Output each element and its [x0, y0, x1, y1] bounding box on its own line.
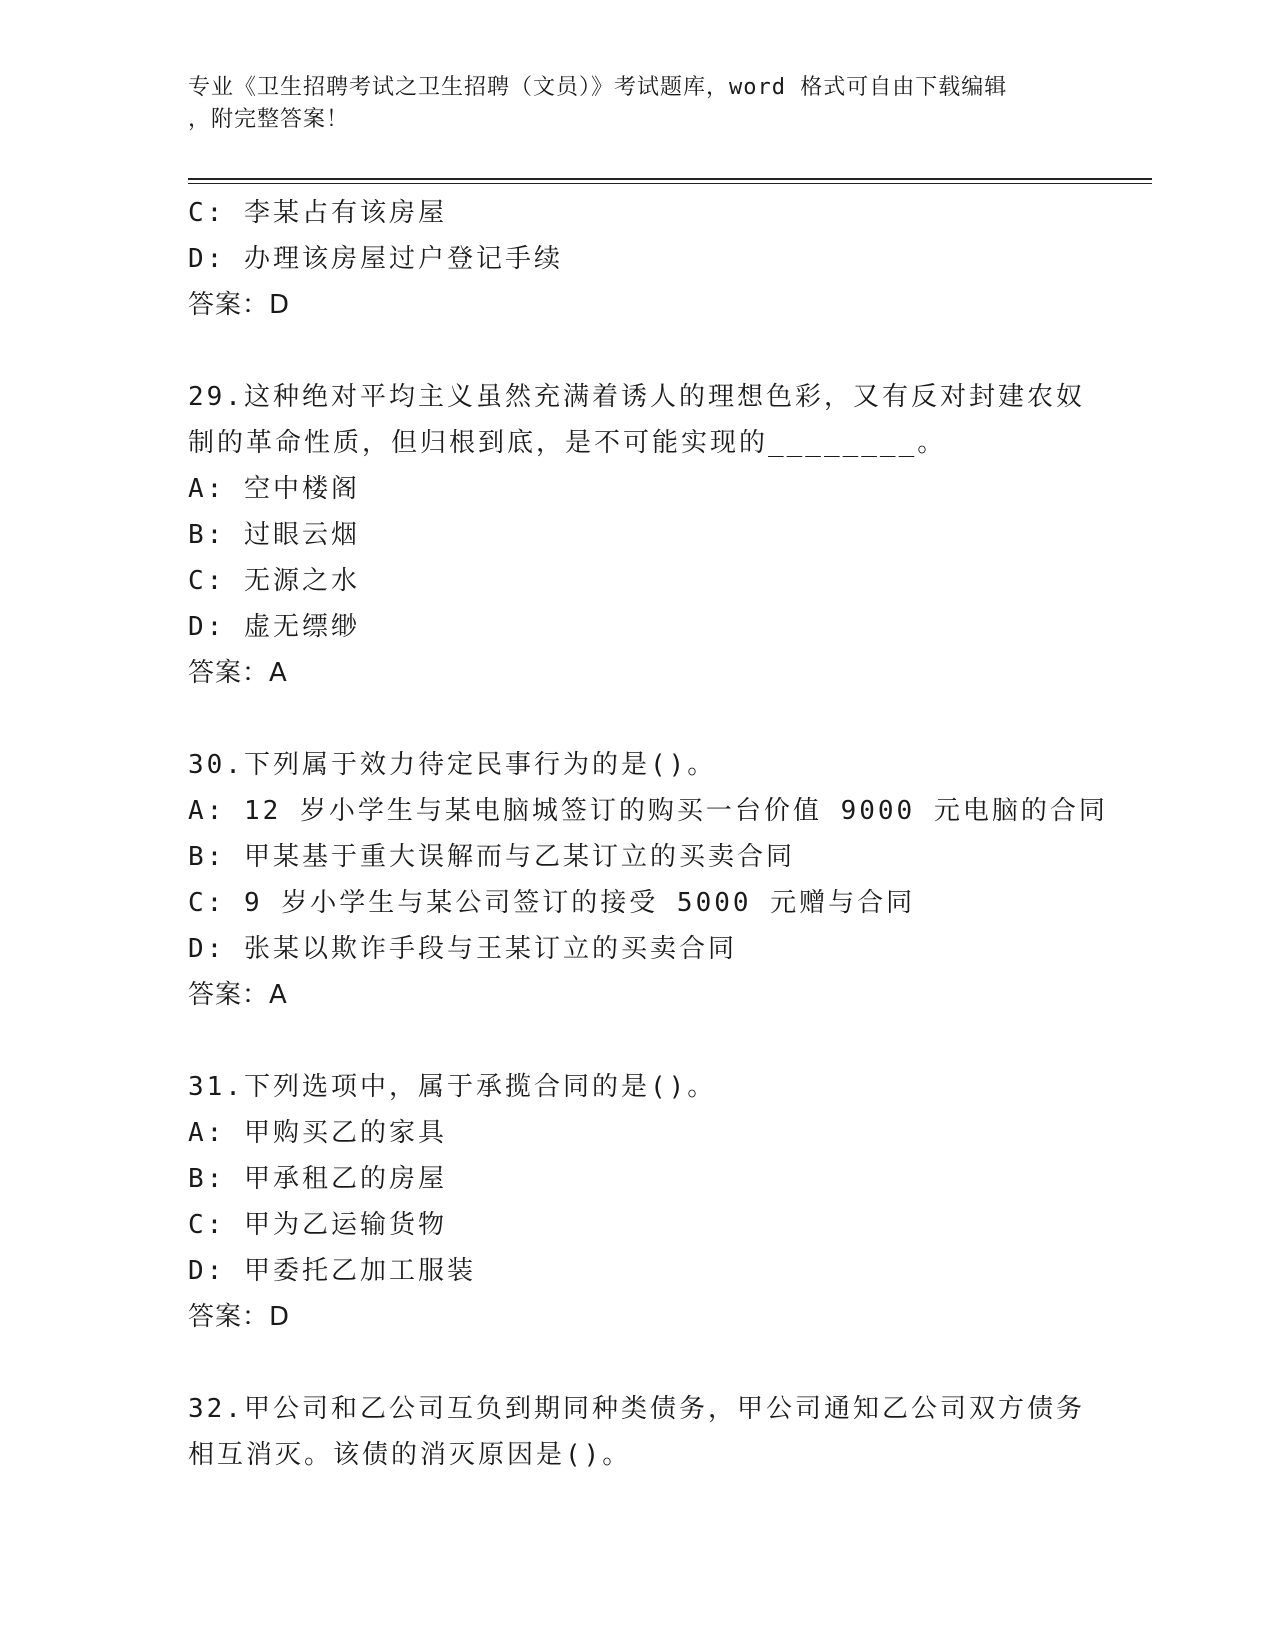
option-c: C: 9 岁小学生与某公司签订的接受 5000 元赠与合同 — [188, 888, 916, 918]
option-a: A: 空中楼阁 — [188, 474, 360, 504]
question-31 — [188, 1064, 1088, 1340]
question-32 — [188, 1386, 1088, 1478]
option-a: A: 甲购买乙的家具 — [188, 1118, 447, 1148]
question-stem: 制的革命性质，但归根到底，是不可能实现的________。 — [188, 428, 947, 458]
question-30 — [188, 742, 1108, 1018]
option-a: A: 12 岁小学生与某电脑城签订的购买一台价值 9000 元电脑的合同 — [188, 796, 1108, 826]
header-line-1: 专业《卫生招聘考试之卫生招聘（文员）》考试题库，word 格式可自由下载编辑 — [188, 75, 1008, 100]
question-stem: 32.甲公司和乙公司互负到期同种类债务，甲公司通知乙公司双方债务 — [188, 1394, 1085, 1424]
page-header — [188, 72, 1068, 136]
option-d: D: 甲委托乙加工服装 — [188, 1256, 476, 1286]
question-list — [188, 190, 1108, 1478]
question-stem: 相互消灭。该债的消灭原因是()。 — [188, 1440, 632, 1470]
option-c: C: 无源之水 — [188, 566, 360, 596]
question-stem: 31.下列选项中，属于承揽合同的是()。 — [188, 1072, 717, 1102]
header-rule-thick — [188, 178, 1152, 180]
option-b: B: 甲某基于重大误解而与乙某订立的买卖合同 — [188, 842, 795, 872]
answer-line: 答案：D — [188, 1302, 291, 1332]
option-b: B: 过眼云烟 — [188, 520, 360, 550]
question-stem: 30.下列属于效力待定民事行为的是()。 — [188, 750, 717, 780]
header-rule-thin — [188, 183, 1152, 184]
question-stem: 29.这种绝对平均主义虽然充满着诱人的理想色彩，又有反对封建农奴 — [188, 382, 1085, 412]
answer-line: 答案：A — [188, 980, 288, 1010]
option-d: D: 办理该房屋过户登记手续 — [188, 244, 563, 274]
option-d: D: 张某以欺诈手段与王某订立的买卖合同 — [188, 934, 737, 964]
question-29 — [188, 374, 1088, 696]
option-d: D: 虚无缥缈 — [188, 612, 360, 642]
answer-line: 答案：A — [188, 658, 288, 688]
option-b: B: 甲承租乙的房屋 — [188, 1164, 447, 1194]
answer-line: 答案：D — [188, 290, 291, 320]
option-c: C: 甲为乙运输货物 — [188, 1210, 447, 1240]
header-line-2: ，附完整答案！ — [188, 107, 350, 132]
option-c: C: 李某占有该房屋 — [188, 198, 447, 228]
